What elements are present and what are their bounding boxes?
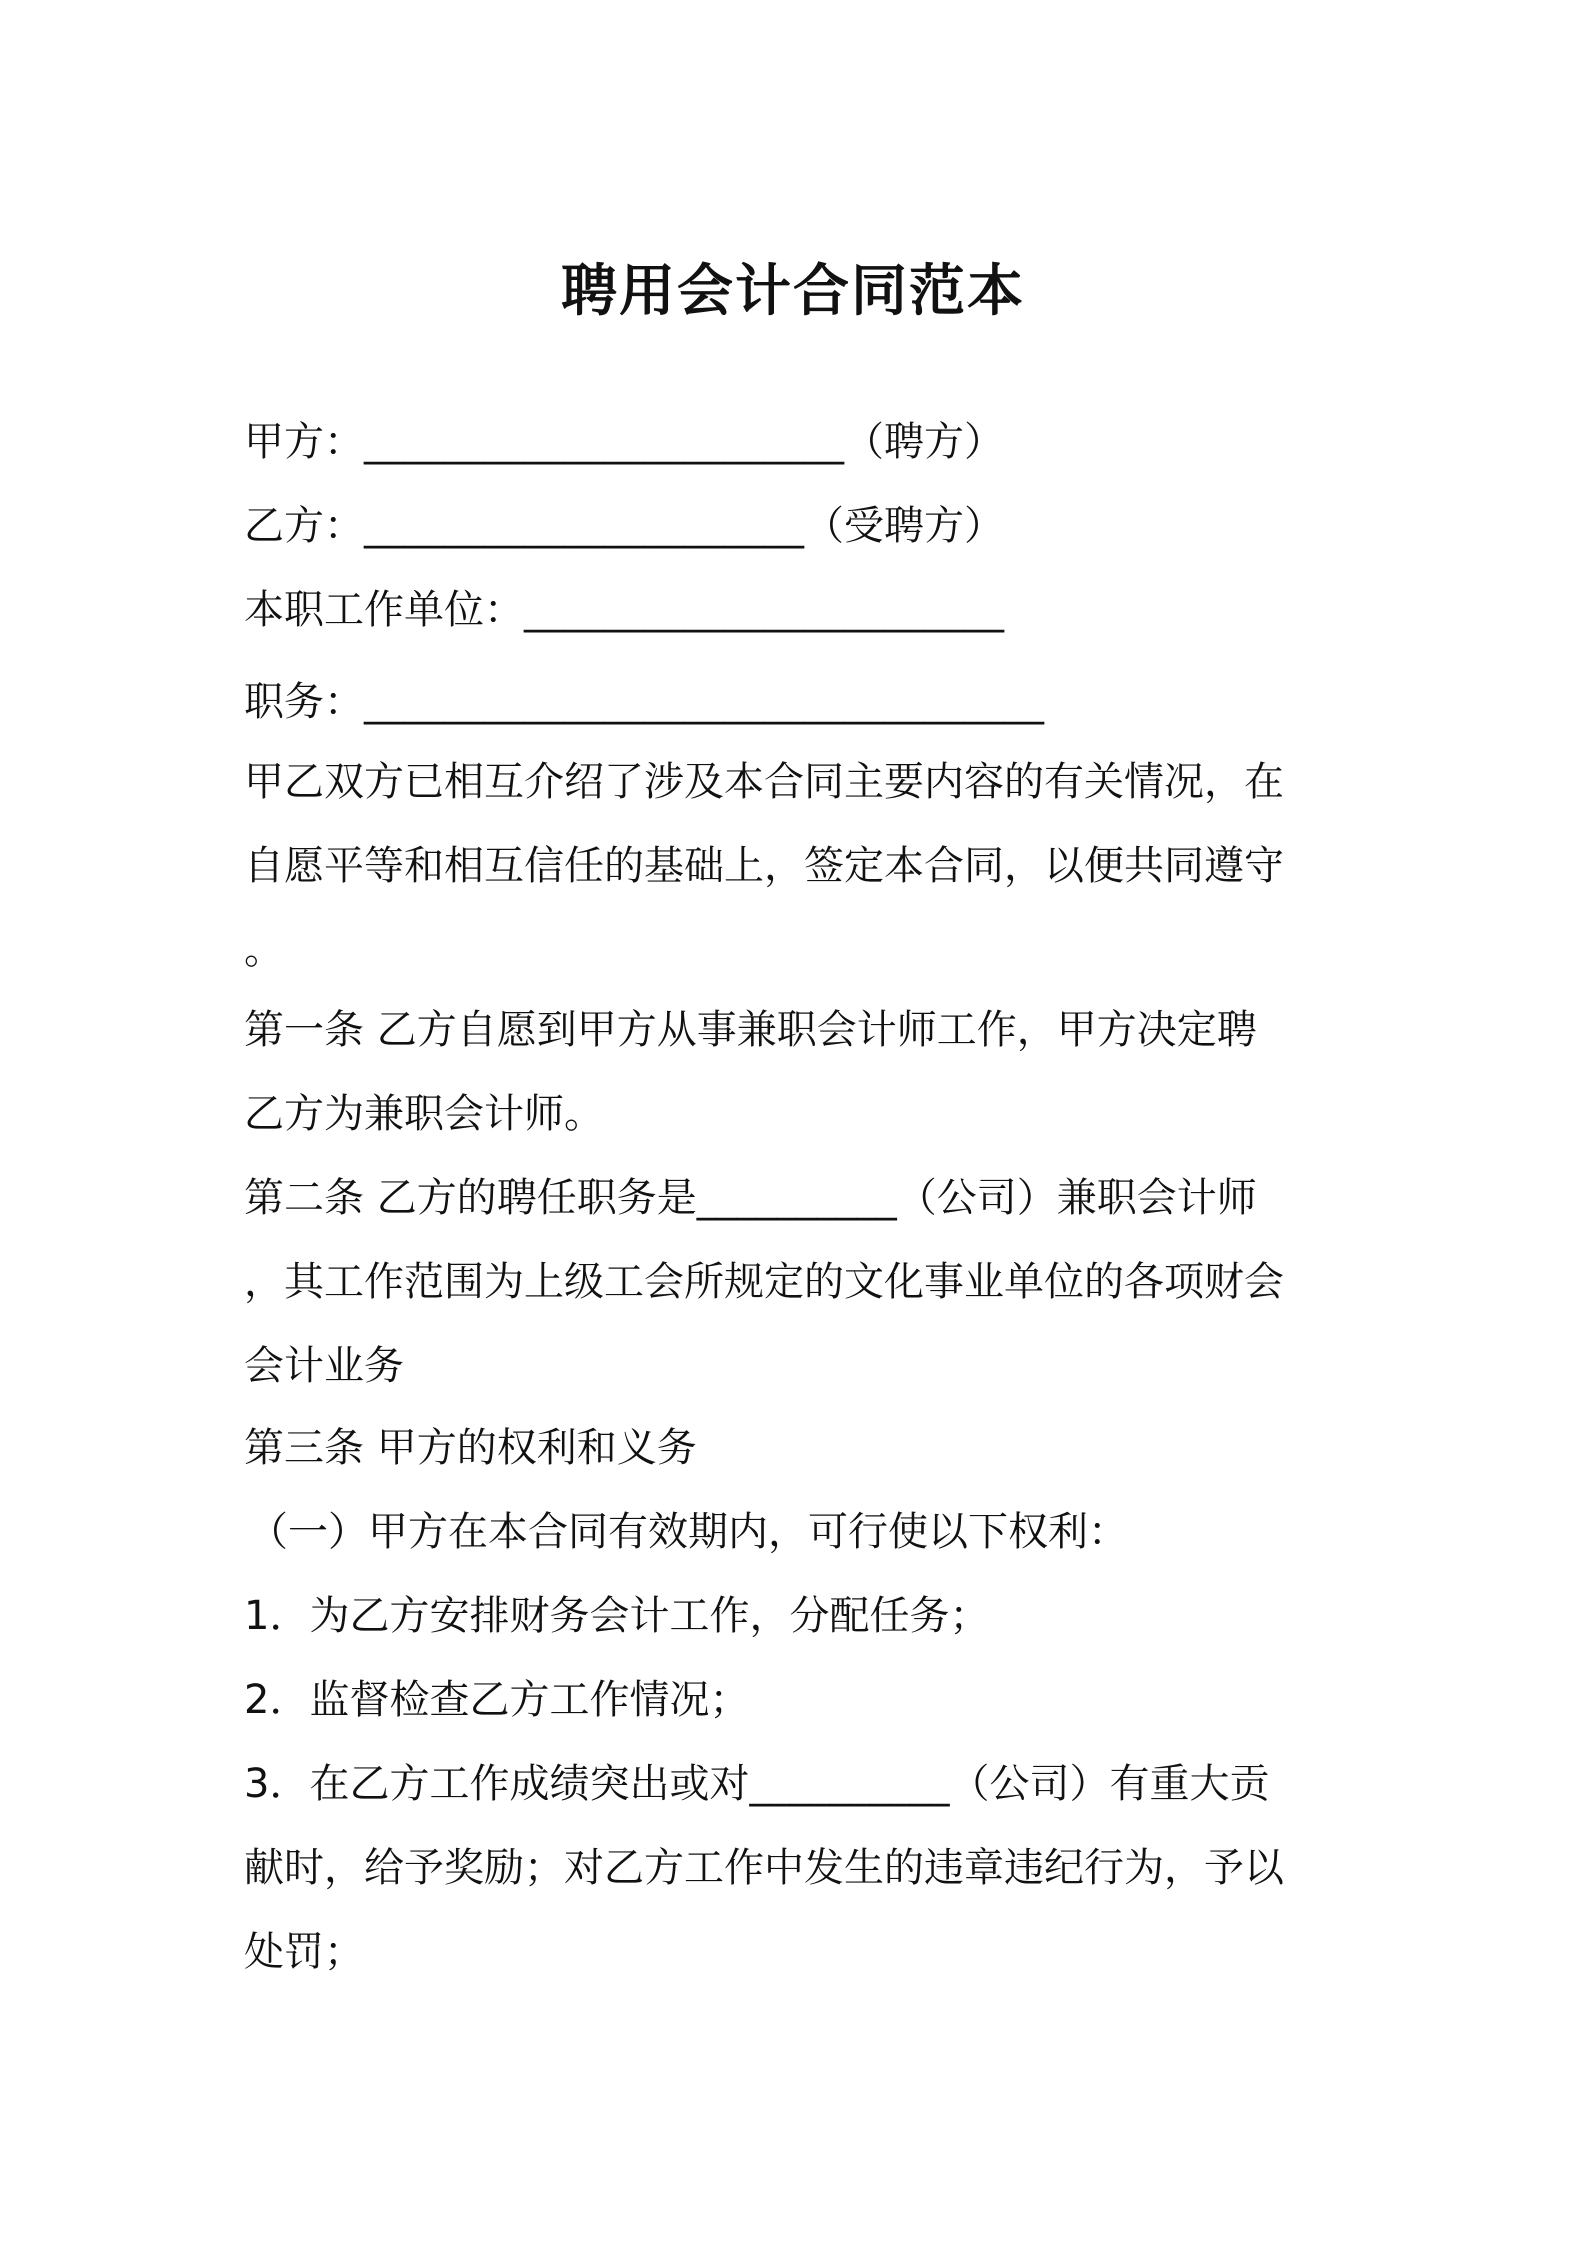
article-3-item-1: 1．为乙方安排财务会计工作，分配任务； xyxy=(244,1593,990,1639)
work-unit-line: 本职工作单位：________________________ xyxy=(244,587,1004,633)
article-3-heading: 第三条 甲方的权利和义务 xyxy=(244,1425,697,1471)
article-3-item-3-line-2: 献时，给予奖励；对乙方工作中发生的违章违纪行为，予以 xyxy=(244,1845,1284,1891)
article-1-line-2: 乙方为兼职会计师。 xyxy=(244,1091,604,1137)
preamble-line-3: 。 xyxy=(244,927,284,973)
article-3-item-2: 2．监督检查乙方工作情况； xyxy=(244,1677,750,1723)
article-1-line-1: 第一条 乙方自愿到甲方从事兼职会计师工作，甲方决定聘 xyxy=(244,1007,1257,1053)
preamble-line-1: 甲乙双方已相互介绍了涉及本合同主要内容的有关情况，在 xyxy=(244,759,1284,805)
document-title: 聘用会计合同范本 xyxy=(561,259,1025,324)
party-a-line: 甲方：________________________（聘方） xyxy=(244,419,1004,465)
article-3-item-3-line-3: 处罚； xyxy=(244,1929,364,1975)
article-2-line-1: 第二条 乙方的聘任职务是__________（公司）兼职会计师 xyxy=(244,1175,1257,1221)
position-line: 职务：__________________________________ xyxy=(244,679,1044,725)
article-3-clause-1-heading: （一）甲方在本合同有效期内，可行使以下权利： xyxy=(248,1509,1128,1555)
preamble-line-2: 自愿平等和相互信任的基础上，签定本合同，以便共同遵守 xyxy=(244,843,1284,889)
party-b-line: 乙方：______________________（受聘方） xyxy=(244,503,1004,549)
article-3-item-3-line-1: 3．在乙方工作成绩突出或对__________（公司）有重大贡 xyxy=(244,1761,1270,1807)
article-2-line-2: ，其工作范围为上级工会所规定的文化事业单位的各项财会 xyxy=(244,1259,1284,1305)
article-2-line-3: 会计业务 xyxy=(244,1343,404,1389)
